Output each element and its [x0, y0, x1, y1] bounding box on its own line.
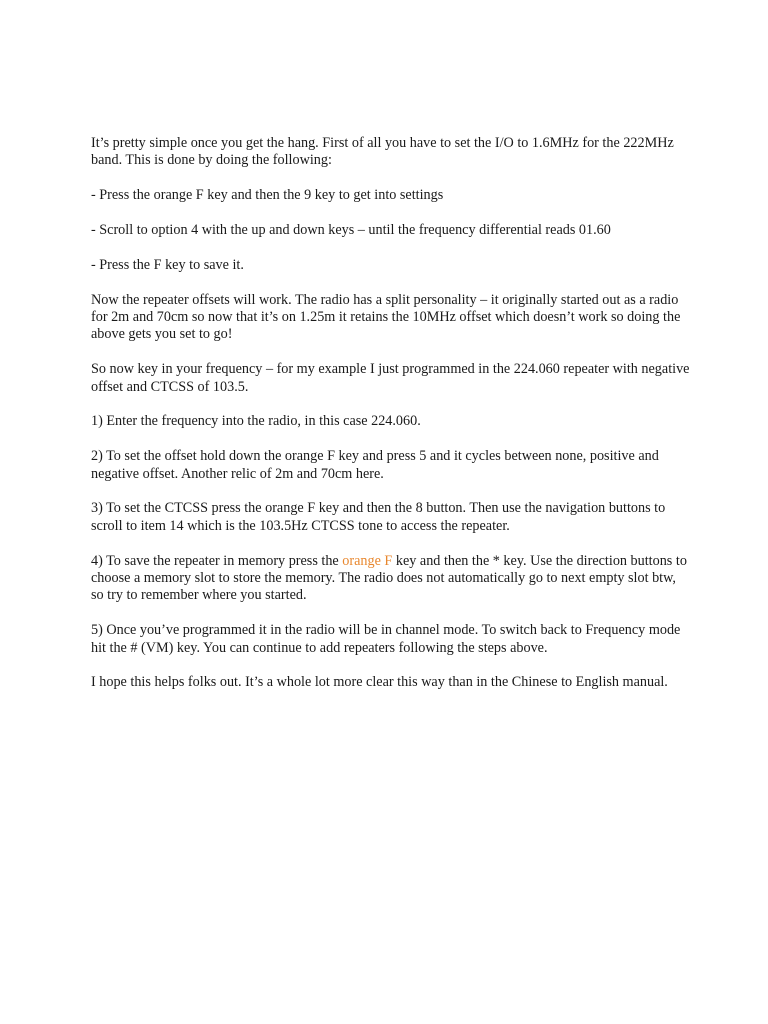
- intro-paragraph: It’s pretty simple once you get the hang. First of all you have to set the I/O to 1.6MHz for the 222MHz band. This is done by doing the following:: [91, 135, 674, 169]
- step-4-text-before: 4) To save the repeater in memory press the: [91, 552, 343, 569]
- frequency-paragraph: So now key in your frequency – for my example I just programmed in the 224.060 repeater with negative offset and CTCSS of 103.5.: [91, 361, 690, 395]
- step-5: 5) Once you’ve programmed it in the radio will be in channel mode. To switch back to Frequency mode hit the # (VM) key. You can continue to add repeaters following the steps above.: [91, 622, 681, 656]
- step-4-text-after: key and then the * key. Use the direction buttons to choose a memory slot to store the memory. The radio does not automatically go to next empty slot btw, so try to remember where you started.: [91, 552, 687, 604]
- step-2: 2) To set the offset hold down the orange F key and press 5 and it cycles between none, positive and negative offset. Another relic of 2m and 70cm here.: [91, 448, 659, 482]
- instruction-scroll-option-4: - Scroll to option 4 with the up and down keys – until the frequency differential reads 01.60: [91, 222, 611, 238]
- document-body: [91, 135, 691, 709]
- instruction-press-f-9: - Press the orange F key and then the 9 key to get into settings: [91, 187, 444, 204]
- step-3: 3) To set the CTCSS press the orange F key and then the 8 button. Then use the navigation buttons to scroll to item 14 which is the 103.5Hz CTCSS tone to access the repeater.: [91, 500, 666, 534]
- step-4-highlight: orange F: [342, 552, 393, 569]
- step-1: 1) Enter the frequency into the radio, in this case 224.060.: [91, 413, 421, 430]
- offsets-paragraph: Now the repeater offsets will work. The radio has a split personality – it originally started out as a radio for 2m and 70cm so now that it’s on 1.25m it retains the 10MHz offset which doesn’t work so doing the above gets you set to go!: [91, 291, 681, 343]
- step-4: [91, 553, 691, 605]
- closing-paragraph: I hope this helps folks out. It’s a whole lot more clear this way than in the Chinese to English manual.: [91, 674, 668, 691]
- instruction-save: - Press the F key to save it.: [91, 256, 244, 273]
